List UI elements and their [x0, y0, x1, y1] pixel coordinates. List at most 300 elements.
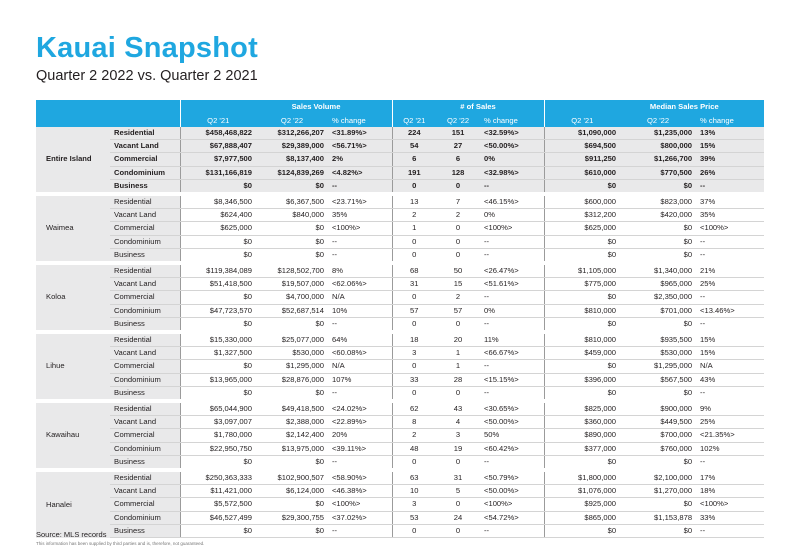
property-type: Business	[110, 524, 180, 537]
cell-m21: $911,250	[544, 153, 620, 166]
cell-m22: $935,500	[620, 332, 696, 347]
cell-m21: $0	[544, 248, 620, 263]
cell-sv21: $0	[180, 455, 256, 470]
cell-sv21: $119,384,089	[180, 263, 256, 278]
cell-n22: 1	[436, 360, 480, 373]
table-row	[36, 209, 764, 222]
cell-sv22: $6,124,000	[256, 485, 328, 498]
cell-mc: 13%	[696, 127, 764, 140]
table-row	[36, 429, 764, 442]
cell-m22: $0	[620, 455, 696, 470]
cell-sv21: $51,418,500	[180, 278, 256, 291]
cell-n21: 0	[392, 386, 436, 401]
cell-n21: 13	[392, 194, 436, 209]
cell-mc: --	[696, 455, 764, 470]
cell-m21: $610,000	[544, 166, 620, 179]
cell-m22: $701,000	[620, 304, 696, 317]
property-type: Commercial	[110, 498, 180, 511]
cell-svc: <39.11%>	[328, 442, 392, 455]
cell-svc: 10%	[328, 304, 392, 317]
cell-svc: 20%	[328, 429, 392, 442]
table-row	[36, 263, 764, 278]
cell-n22: 128	[436, 166, 480, 179]
cell-n21: 68	[392, 263, 436, 278]
cell-svc: 107%	[328, 373, 392, 386]
cell-sv22: $0	[256, 235, 328, 248]
cell-sv21: $0	[180, 317, 256, 332]
cell-svc: <100%>	[328, 498, 392, 511]
property-type: Residential	[110, 332, 180, 347]
cell-m22: $0	[620, 498, 696, 511]
cell-n22: 0	[436, 222, 480, 235]
property-type: Vacant Land	[110, 278, 180, 291]
col-header: Q2 '22	[256, 114, 328, 127]
cell-sv22: $0	[256, 524, 328, 537]
cell-nc: <32.59%>	[480, 127, 544, 140]
cell-sv21: $624,400	[180, 209, 256, 222]
cell-n22: 57	[436, 304, 480, 317]
cell-m22: $0	[620, 222, 696, 235]
table-row	[36, 127, 764, 140]
table-row	[36, 373, 764, 386]
property-type: Business	[110, 179, 180, 194]
cell-sv22: $52,687,514	[256, 304, 328, 317]
cell-mc: 21%	[696, 263, 764, 278]
cell-nc: <51.61%>	[480, 278, 544, 291]
cell-sv21: $22,950,750	[180, 442, 256, 455]
cell-sv22: $29,300,755	[256, 511, 328, 524]
table-row	[36, 511, 764, 524]
region-label: Entire Island	[36, 127, 110, 194]
region-label: Koloa	[36, 263, 110, 332]
cell-sv21: $46,527,499	[180, 511, 256, 524]
cell-n21: 0	[392, 360, 436, 373]
cell-n22: 0	[436, 498, 480, 511]
cell-m22: $900,000	[620, 401, 696, 416]
cell-mc: --	[696, 386, 764, 401]
cell-n22: 2	[436, 291, 480, 304]
cell-svc: 2%	[328, 153, 392, 166]
cell-n22: 0	[436, 455, 480, 470]
cell-nc: <100%>	[480, 222, 544, 235]
cell-m21: $0	[544, 179, 620, 194]
cell-svc: N/A	[328, 360, 392, 373]
cell-m21: $1,090,000	[544, 127, 620, 140]
property-type: Commercial	[110, 222, 180, 235]
cell-sv22: $0	[256, 179, 328, 194]
cell-m21: $810,000	[544, 304, 620, 317]
cell-sv22: $13,975,000	[256, 442, 328, 455]
col-header: Q2 '21	[180, 114, 256, 127]
table-row	[36, 317, 764, 332]
cell-m21: $1,076,000	[544, 485, 620, 498]
cell-nc: <60.42%>	[480, 442, 544, 455]
cell-m21: $459,000	[544, 347, 620, 360]
property-type: Condominium	[110, 373, 180, 386]
property-type: Business	[110, 386, 180, 401]
cell-m22: $530,000	[620, 347, 696, 360]
cell-n22: 24	[436, 511, 480, 524]
cell-n21: 2	[392, 429, 436, 442]
cell-n21: 1	[392, 222, 436, 235]
cell-n22: 20	[436, 332, 480, 347]
cell-m21: $0	[544, 360, 620, 373]
cell-sv22: $28,876,000	[256, 373, 328, 386]
cell-nc: --	[480, 386, 544, 401]
table-row	[36, 248, 764, 263]
cell-mc: 26%	[696, 166, 764, 179]
cell-n22: 7	[436, 194, 480, 209]
cell-mc: --	[696, 317, 764, 332]
cell-svc: <60.08%>	[328, 347, 392, 360]
cell-m22: $700,000	[620, 429, 696, 442]
cell-n21: 18	[392, 332, 436, 347]
cell-n22: 3	[436, 429, 480, 442]
table-row	[36, 347, 764, 360]
cell-n21: 62	[392, 401, 436, 416]
cell-svc: <58.90%>	[328, 470, 392, 485]
cell-m21: $625,000	[544, 222, 620, 235]
cell-svc: <24.02%>	[328, 401, 392, 416]
cell-n21: 0	[392, 179, 436, 194]
table-row	[36, 194, 764, 209]
table-row	[36, 416, 764, 429]
cell-sv22: $25,077,000	[256, 332, 328, 347]
cell-m21: $396,000	[544, 373, 620, 386]
cell-m22: $1,270,000	[620, 485, 696, 498]
property-type: Vacant Land	[110, 209, 180, 222]
cell-n21: 53	[392, 511, 436, 524]
cell-mc: 35%	[696, 209, 764, 222]
cell-mc: 18%	[696, 485, 764, 498]
cell-m22: $800,000	[620, 140, 696, 153]
cell-m21: $0	[544, 317, 620, 332]
cell-sv21: $8,346,500	[180, 194, 256, 209]
group-header-num-sales: # of Sales	[392, 100, 544, 114]
cell-sv22: $8,137,400	[256, 153, 328, 166]
cell-m21: $0	[544, 235, 620, 248]
cell-svc: --	[328, 179, 392, 194]
cell-m22: $0	[620, 235, 696, 248]
cell-sv21: $1,327,500	[180, 347, 256, 360]
cell-nc: --	[480, 524, 544, 537]
cell-mc: --	[696, 248, 764, 263]
cell-sv21: $458,468,822	[180, 127, 256, 140]
cell-nc: --	[480, 248, 544, 263]
cell-sv22: $49,418,500	[256, 401, 328, 416]
cell-sv21: $67,888,407	[180, 140, 256, 153]
cell-svc: <37.02%>	[328, 511, 392, 524]
cell-n22: 1	[436, 347, 480, 360]
table-row	[36, 332, 764, 347]
cell-nc: <50.79%>	[480, 470, 544, 485]
cell-nc: 50%	[480, 429, 544, 442]
cell-n22: 50	[436, 263, 480, 278]
table-row	[36, 153, 764, 166]
cell-n22: 28	[436, 373, 480, 386]
group-header-row	[36, 100, 764, 114]
cell-n22: 0	[436, 179, 480, 194]
cell-svc: --	[328, 248, 392, 263]
cell-mc: 9%	[696, 401, 764, 416]
cell-svc: <56.71%>	[328, 140, 392, 153]
property-type: Condominium	[110, 304, 180, 317]
cell-svc: N/A	[328, 291, 392, 304]
cell-n22: 19	[436, 442, 480, 455]
sub-header-row	[36, 114, 764, 127]
cell-mc: 37%	[696, 194, 764, 209]
cell-m22: $0	[620, 248, 696, 263]
property-type: Residential	[110, 127, 180, 140]
table-row	[36, 291, 764, 304]
cell-sv22: $102,900,507	[256, 470, 328, 485]
cell-sv21: $0	[180, 179, 256, 194]
cell-m21: $825,000	[544, 401, 620, 416]
cell-sv22: $29,389,000	[256, 140, 328, 153]
property-type: Condominium	[110, 511, 180, 524]
cell-m22: $1,235,000	[620, 127, 696, 140]
cell-nc: <50.00%>	[480, 485, 544, 498]
cell-mc: <100%>	[696, 498, 764, 511]
property-type: Vacant Land	[110, 485, 180, 498]
cell-m22: $449,500	[620, 416, 696, 429]
cell-sv21: $1,780,000	[180, 429, 256, 442]
cell-m22: $1,295,000	[620, 360, 696, 373]
property-type: Vacant Land	[110, 347, 180, 360]
cell-svc: <31.89%>	[328, 127, 392, 140]
property-type: Commercial	[110, 153, 180, 166]
cell-svc: <4.82%>	[328, 166, 392, 179]
cell-sv21: $0	[180, 291, 256, 304]
table-row	[36, 360, 764, 373]
cell-mc: <100%>	[696, 222, 764, 235]
cell-n21: 33	[392, 373, 436, 386]
cell-sv22: $0	[256, 498, 328, 511]
cell-n22: 0	[436, 524, 480, 537]
table-row	[36, 455, 764, 470]
cell-svc: --	[328, 317, 392, 332]
cell-nc: 11%	[480, 332, 544, 347]
cell-m22: $0	[620, 317, 696, 332]
cell-m21: $0	[544, 524, 620, 537]
cell-sv22: $0	[256, 455, 328, 470]
property-type: Residential	[110, 263, 180, 278]
cell-n22: 4	[436, 416, 480, 429]
cell-mc: 33%	[696, 511, 764, 524]
cell-svc: 64%	[328, 332, 392, 347]
cell-n21: 57	[392, 304, 436, 317]
cell-m21: $775,000	[544, 278, 620, 291]
cell-sv22: $2,142,400	[256, 429, 328, 442]
cell-n21: 0	[392, 524, 436, 537]
cell-sv21: $0	[180, 524, 256, 537]
property-type: Residential	[110, 194, 180, 209]
region-label: Lihue	[36, 332, 110, 401]
cell-m22: $1,340,000	[620, 263, 696, 278]
cell-n21: 8	[392, 416, 436, 429]
cell-n21: 0	[392, 455, 436, 470]
cell-mc: --	[696, 524, 764, 537]
cell-sv21: $0	[180, 360, 256, 373]
cell-nc: --	[480, 455, 544, 470]
cell-m21: $890,000	[544, 429, 620, 442]
cell-sv21: $3,097,007	[180, 416, 256, 429]
col-header: Q2 '22	[620, 114, 696, 127]
cell-nc: <50.00%>	[480, 416, 544, 429]
cell-n21: 3	[392, 347, 436, 360]
cell-n21: 10	[392, 485, 436, 498]
region-label: Hanalei	[36, 470, 110, 538]
table-row	[36, 401, 764, 416]
cell-sv22: $128,502,700	[256, 263, 328, 278]
cell-n21: 2	[392, 209, 436, 222]
cell-mc: --	[696, 179, 764, 194]
cell-m21: $0	[544, 455, 620, 470]
cell-mc: 15%	[696, 332, 764, 347]
cell-nc: --	[480, 179, 544, 194]
cell-n21: 3	[392, 498, 436, 511]
cell-m22: $965,000	[620, 278, 696, 291]
cell-n21: 48	[392, 442, 436, 455]
region-label: Kawaihau	[36, 401, 110, 470]
cell-n22: 0	[436, 386, 480, 401]
cell-svc: --	[328, 386, 392, 401]
cell-sv21: $0	[180, 248, 256, 263]
cell-sv22: $2,388,000	[256, 416, 328, 429]
table-row	[36, 442, 764, 455]
group-header-median-price: Median Sales Price	[544, 100, 764, 114]
cell-mc: 17%	[696, 470, 764, 485]
property-type: Condominium	[110, 442, 180, 455]
cell-svc: --	[328, 235, 392, 248]
cell-sv21: $11,421,000	[180, 485, 256, 498]
property-type: Vacant Land	[110, 140, 180, 153]
cell-sv22: $0	[256, 317, 328, 332]
cell-nc: <46.15%>	[480, 194, 544, 209]
cell-m22: $2,100,000	[620, 470, 696, 485]
cell-sv21: $625,000	[180, 222, 256, 235]
cell-sv22: $312,266,207	[256, 127, 328, 140]
cell-sv21: $250,363,333	[180, 470, 256, 485]
col-header: % change	[696, 114, 764, 127]
cell-m22: $1,153,878	[620, 511, 696, 524]
cell-sv22: $1,295,000	[256, 360, 328, 373]
table-row	[36, 140, 764, 153]
cell-sv21: $47,723,570	[180, 304, 256, 317]
cell-mc: 25%	[696, 416, 764, 429]
page-subtitle: Quarter 2 2022 vs. Quarter 2 2021	[36, 68, 258, 84]
cell-n22: 2	[436, 209, 480, 222]
table-row	[36, 278, 764, 291]
cell-n22: 151	[436, 127, 480, 140]
property-type: Residential	[110, 401, 180, 416]
region-label: Waimea	[36, 194, 110, 263]
cell-m22: $567,500	[620, 373, 696, 386]
cell-m21: $865,000	[544, 511, 620, 524]
cell-nc: 0%	[480, 304, 544, 317]
cell-m21: $377,000	[544, 442, 620, 455]
cell-nc: --	[480, 317, 544, 332]
cell-n22: 5	[436, 485, 480, 498]
cell-n21: 54	[392, 140, 436, 153]
table-row	[36, 485, 764, 498]
table-row	[36, 386, 764, 401]
table-row	[36, 470, 764, 485]
cell-nc: --	[480, 360, 544, 373]
cell-n21: 0	[392, 291, 436, 304]
cell-m21: $925,000	[544, 498, 620, 511]
cell-svc: <46.38%>	[328, 485, 392, 498]
cell-n22: 43	[436, 401, 480, 416]
cell-m22: $770,500	[620, 166, 696, 179]
table-row	[36, 179, 764, 194]
cell-sv21: $0	[180, 235, 256, 248]
cell-mc: <13.46%>	[696, 304, 764, 317]
cell-svc: --	[328, 524, 392, 537]
col-header: Q2 '21	[392, 114, 436, 127]
cell-nc: <32.98%>	[480, 166, 544, 179]
cell-nc: <26.47%>	[480, 263, 544, 278]
property-type: Business	[110, 248, 180, 263]
cell-sv22: $530,000	[256, 347, 328, 360]
cell-mc: 43%	[696, 373, 764, 386]
cell-m22: $420,000	[620, 209, 696, 222]
cell-n21: 0	[392, 248, 436, 263]
cell-m22: $0	[620, 179, 696, 194]
col-header: % change	[480, 114, 544, 127]
cell-n21: 0	[392, 235, 436, 248]
cell-sv22: $0	[256, 386, 328, 401]
cell-n22: 31	[436, 470, 480, 485]
table-row	[36, 498, 764, 511]
cell-m21: $600,000	[544, 194, 620, 209]
cell-mc: 25%	[696, 278, 764, 291]
table-row	[36, 304, 764, 317]
cell-n22: 0	[436, 235, 480, 248]
cell-nc: <15.15%>	[480, 373, 544, 386]
property-type: Business	[110, 455, 180, 470]
snapshot-table	[36, 100, 764, 538]
table-row	[36, 235, 764, 248]
source-note: Source: MLS records	[36, 530, 107, 539]
cell-sv21: $7,977,500	[180, 153, 256, 166]
cell-nc: --	[480, 291, 544, 304]
cell-n21: 0	[392, 317, 436, 332]
cell-n21: 191	[392, 166, 436, 179]
cell-mc: 15%	[696, 347, 764, 360]
cell-n21: 63	[392, 470, 436, 485]
cell-mc: --	[696, 291, 764, 304]
cell-svc: <62.06%>	[328, 278, 392, 291]
cell-nc: <54.72%>	[480, 511, 544, 524]
cell-m22: $1,266,700	[620, 153, 696, 166]
col-header: % change	[328, 114, 392, 127]
cell-m21: $0	[544, 386, 620, 401]
cell-mc: 102%	[696, 442, 764, 455]
cell-svc: <23.71%>	[328, 194, 392, 209]
cell-n21: 6	[392, 153, 436, 166]
cell-n21: 224	[392, 127, 436, 140]
cell-mc: 39%	[696, 153, 764, 166]
property-type: Residential	[110, 470, 180, 485]
cell-sv21: $0	[180, 386, 256, 401]
cell-n22: 0	[436, 317, 480, 332]
cell-sv22: $0	[256, 222, 328, 235]
cell-n22: 0	[436, 248, 480, 263]
table-row	[36, 222, 764, 235]
page-title: Kauai Snapshot	[36, 32, 258, 64]
cell-m21: $312,200	[544, 209, 620, 222]
